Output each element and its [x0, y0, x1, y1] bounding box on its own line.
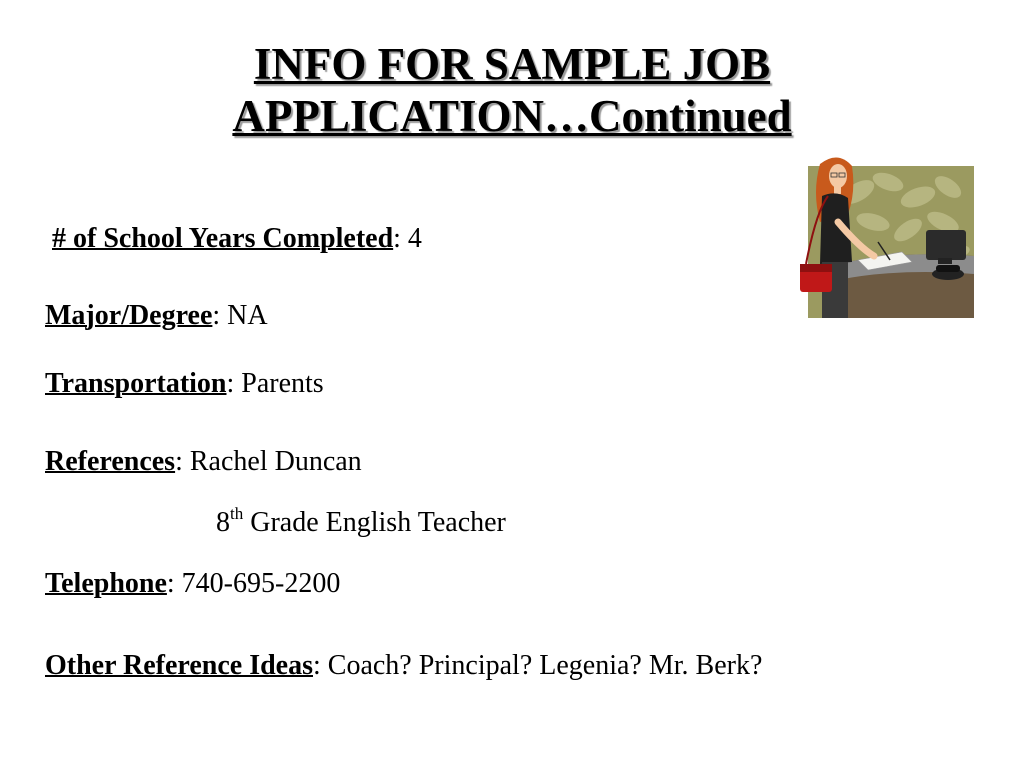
receptionist-clipart-icon — [798, 152, 974, 318]
school-years-row — [52, 223, 422, 255]
title-line-1: INFO FOR SAMPLE JOB — [253, 39, 771, 89]
transportation-value: : Parents — [226, 368, 324, 399]
major-label: Major/Degree — [45, 300, 213, 331]
slide-title — [0, 38, 1024, 142]
transportation-row — [45, 368, 324, 400]
reference-detail-rest: Grade English Teacher — [243, 507, 506, 538]
school-years-value: : 4 — [393, 223, 422, 254]
telephone-label: Telephone — [45, 568, 167, 599]
references-label: References — [45, 446, 176, 477]
title-line-2: APPLICATION…Continued — [232, 91, 792, 141]
major-value: : NA — [212, 300, 268, 331]
reference-detail-number: 8 — [216, 507, 230, 538]
reference-detail — [216, 504, 506, 539]
other-refs-label: Other Reference Ideas — [45, 650, 313, 681]
major-row — [45, 300, 268, 332]
transportation-label: Transportation — [45, 368, 227, 399]
school-years-label: # of School Years Completed — [52, 223, 394, 254]
references-row — [45, 446, 362, 478]
reference-detail-sup: th — [230, 504, 244, 523]
other-refs-value: : Coach? Principal? Legenia? Mr. Berk? — [313, 650, 763, 681]
references-value: : Rachel Duncan — [175, 446, 362, 477]
telephone-row — [45, 568, 340, 600]
other-refs-row — [45, 650, 762, 682]
telephone-value: : 740-695-2200 — [166, 568, 341, 599]
